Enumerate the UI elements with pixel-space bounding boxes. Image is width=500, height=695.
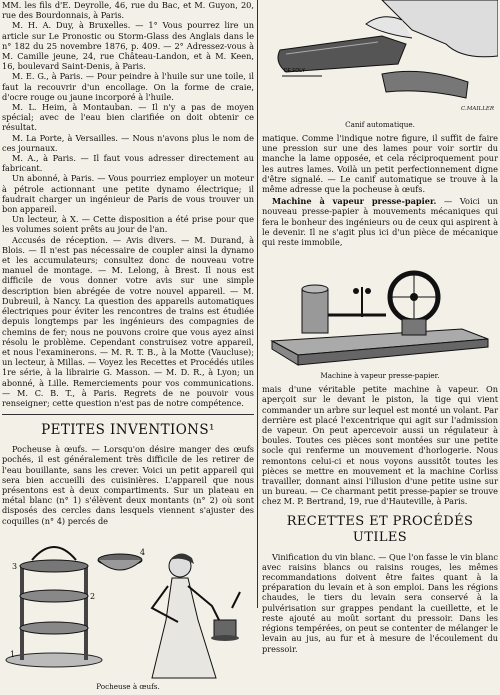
- section-title: PETITES INVENTIONS¹: [41, 422, 215, 439]
- answer-paragraph: M. L. Heim, à Montauban. — Il n'y a pas de moyen spécial; avec de l'eau bien clarifiée on doit obtenir ce résultat.: [2, 102, 254, 133]
- answer-paragraph: Accusés de réception. — Avis divers. — M. Durand, à Blois. — Il n'est pas nécessaire de coupler ainsi la dynamo et les accumulateurs; consultez donc de nouveau votre manuel de montage. — M. Lelong, à Brest. Il nous est difficile de vous donner votre avis sur une simple description bien abrégée de votre nouvel appareil. — M. Dubreuil, à Nancy. La question des appareils automatiques électriques pour éviter les rencontres de trains est étudiée depuis longtemps par les ingénieurs des compagnies de chemins de fer; nous ne pouvons croire que vous ayez ainsi résolu le problème. Cependant construisez votre appareil, et nous l'examinerons. — M. R. T. B., à la Motte (Vaucluse); un lecteur, à Millas. — Voyez les Recettes et Procédés utiles 1re série, à la librairie G. Masson. — M. D. R., à Lyon; un abonné, à Lille. Remerciements pour vos communications. — M. C. B. T., à Paris. Regrets de ne pouvoir vous renseigner; cette question n'est pas de notre compétence.: [2, 234, 254, 408]
- figure-caption: Machine à vapeur presse-papier.: [320, 371, 440, 381]
- answer-paragraph: M. E. G., à Paris. — Pour peindre à l'huile sur une toile, il faut la recouvrir d'un encollage. On la forme de craie, d'ocre rouge ou jaune incorporé à l'huile.: [2, 71, 254, 102]
- answer-paragraph: M. H. A. Duy, à Bruxelles. — 1° Vous pourrez lire un article sur Le Pronostic ou Storm-Glass des Anglais dans le n° 182 du 25 novembre 1876, p. 409. — 2° Adressez-vous à M. Camille jeune, 24, rue Château-Landon, et à M. Keen, 16, boulevard Saint-Denis, à Paris.: [2, 20, 254, 72]
- machine-paragraph: [262, 196, 498, 247]
- figure-caption: Canif automatique.: [345, 120, 415, 129]
- figure-caption: Pocheuse à œufs.: [96, 681, 160, 691]
- answer-paragraph: Un lecteur, à X. — Cette disposition a été prise pour que les volumes soient prêts au jour de l'an.: [2, 214, 254, 235]
- figure-number: 3: [12, 561, 18, 571]
- illustration-signature: C.MAILLER: [461, 106, 494, 112]
- answer-paragraph: MM. les fils d'E. Deyrolle, 46, rue du Bac, et M. Guyon, 20, rue des Bourdonnais, à Paris.: [2, 0, 254, 21]
- machine-description: mais d'une véritable petite machine à vapeur. On aperçoit sur le devant le piston, la tige qui vient commander un arbre sur lequel est monté un volant. Par derrière est placé l'excentrique qui agit sur l'admission de vapeur. On peut apercevoir aussi un régulateur à boules. Toutes ces pièces sont montées sur une petite socle qui renferme un mouvement d'horlogerie. Nous remontons celui-ci et nous voyons aussitôt toutes les pièces se mettre en mouvement et la machine Corliss travailler, donnant ainsi l'illusion d'une petite usine sur un bureau. — Ce charmant petit presse-papier se trouve chez M. P. Bertrand, 19, rue d'Hauteville, à Paris.: [262, 384, 498, 507]
- machine-title: Machine à vapeur presse-papier.: [272, 196, 437, 207]
- answer-paragraph: M. A., à Paris. — Il faut vous adresser directement au fabricant.: [2, 153, 254, 174]
- answer-paragraph: Un abonné, à Paris. — Vous pourriez employer un moteur à pétrole actionnant une petite dynamo électrique; il faudrait charger un ingénieur de Paris de vous trouver un bon appareil.: [2, 173, 254, 215]
- pocheuse-paragraph: Pocheuse à œufs. — Lorsqu'on désire manger des œufs pochés, il est généralement très difficile de les retirer de l'eau bouillante, sans les crever. Voici un petit appareil qui sera bien accueilli des cuisinières. L'appareil que nous présentons est à deux compartiments. Sur un plateau en métal blanc (n° 1) s'élèvent deux montants (n° 2) où sont disposés des cercles dans lesquels viennent s'ajuster des coquilles (n° 4) percés de: [2, 444, 254, 526]
- answer-paragraph: M. La Porte, à Versailles. — Nous n'avons plus le nom de ces journaux.: [2, 132, 254, 153]
- column-divider: [257, 0, 258, 608]
- section-title: RECETTES ET PROCÉDÉS UTILES: [286, 513, 474, 545]
- left-column: [2, 0, 254, 695]
- figure-number: 4: [140, 547, 146, 557]
- canif-paragraph: matique. Comme l'indique notre figure, il suffit de faire une pression sur une des lames pour voir sortir du manche la lame opposée, et cela réciproquement pour les autres lames. Voilà un petit perfectionnement digne d'être signalé. — Le canif automatique se trouve à la même adresse que la pocheuse à œufs.: [262, 133, 498, 195]
- pocheuse-figure: [2, 530, 254, 680]
- recettes-paragraph: Vinification du vin blanc. — Que l'on fasse le vin blanc avec raisins blancs ou raisins rouges, les mêmes recommandations doivent être faites quant à la préparation du levain et à son emploi. Dans les régions chaudes, le tiers du levain sera conservé à la pulvérisation sur grappes pendant la cueillette, et le reste ajouté au moût sortant du pressoir. Dans les régions tempérées, on peut se contenter de mélanger le levain au jus, au fur et à mesure de l'écoulement du pressoir.: [262, 551, 498, 654]
- figure-number: 2: [90, 591, 96, 601]
- machine-illustration: [262, 251, 498, 369]
- machine-text: — Voici un nouveau presse-papier à mouvements mécaniques qui fera le bonheur des ingénieurs ou de ceux qui aspirent à le devenir. Il ne s'agit plus ici d'un pièce de mécanique qui reste immobile,: [262, 196, 498, 248]
- figure-number: 1: [10, 649, 16, 659]
- svg-text:DE FOLY: DE FOLY: [284, 68, 306, 74]
- right-column: [262, 0, 498, 654]
- section-rule: [2, 414, 254, 415]
- canif-illustration: [262, 0, 498, 118]
- canif-figure: [262, 0, 498, 118]
- pocheuse-illustration: [2, 530, 254, 680]
- machine-figure: [262, 251, 498, 369]
